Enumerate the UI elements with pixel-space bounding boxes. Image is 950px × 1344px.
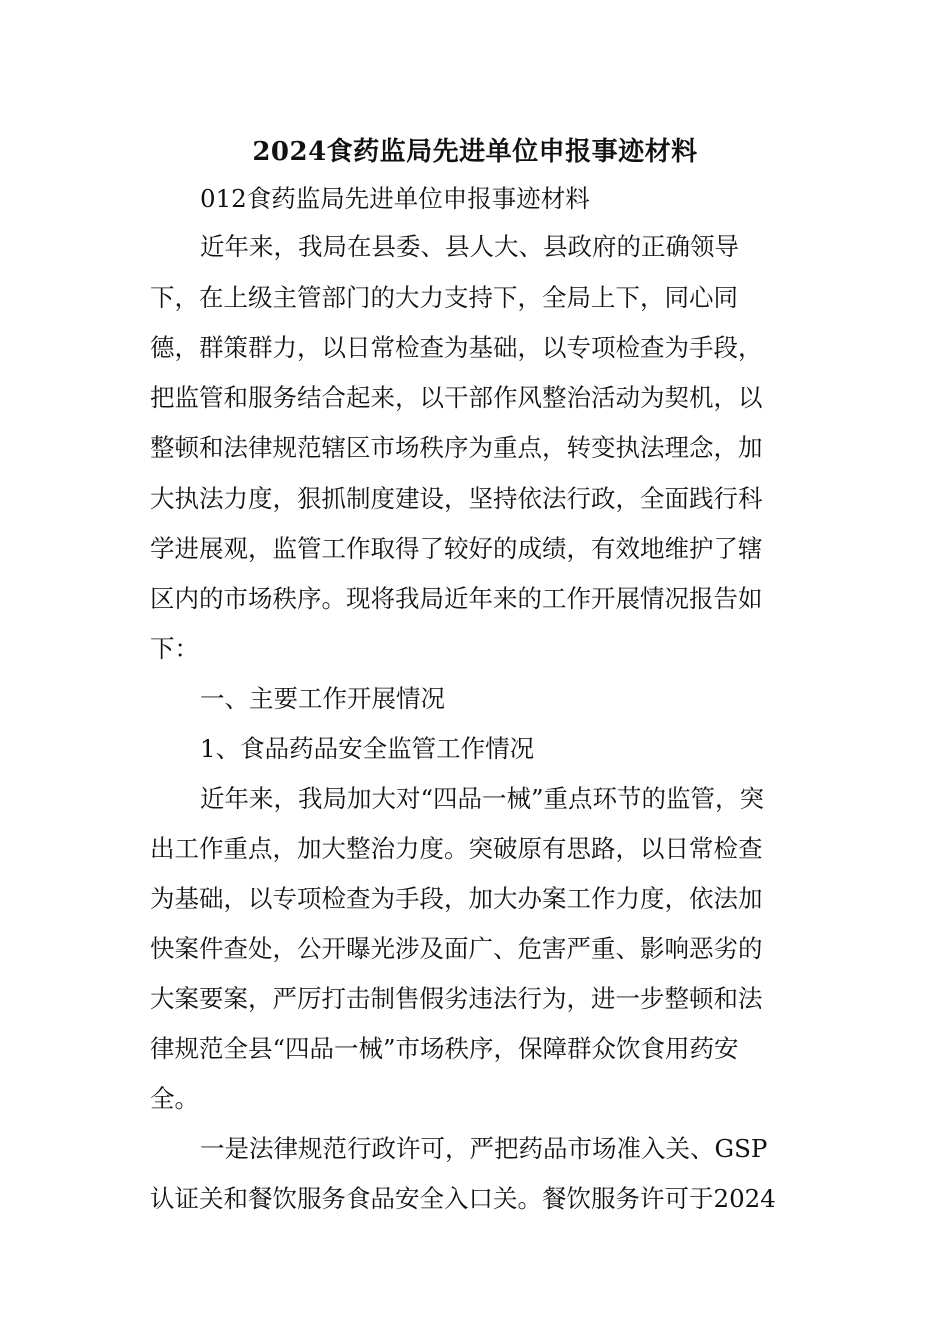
section-heading: 一、主要工作开展情况: [200, 684, 445, 713]
paragraph-line: 近年来，我局加大对“四品一械”重点环节的监管，突: [200, 784, 765, 813]
paragraph-line: 出工作重点，加大整治力度。突破原有思路，以日常检查: [150, 834, 763, 863]
paragraph-line: 为基础，以专项检查为手段，加大办案工作力度，依法加: [150, 884, 763, 913]
subsection-heading: 1、食品药品安全监管工作情况: [200, 734, 535, 763]
paragraph-line: 下，在上级主管部门的大力支持下，全局上下，同心同: [150, 283, 738, 312]
paragraph-line: 律规范全县“四品一械”市场秩序，保障群众饮食用药安: [150, 1034, 739, 1063]
paragraph-line: 学进展观，监管工作取得了较好的成绩，有效地维护了辖: [150, 534, 763, 563]
paragraph-line: 认证关和餐饮服务食品安全入口关。餐饮服务许可于2024: [150, 1184, 776, 1213]
paragraph-line: 一是法律规范行政许可，严把药品市场准入关、GSP: [200, 1134, 768, 1163]
paragraph-line: 大案要案，严厉打击制售假劣违法行为，进一步整顿和法: [150, 984, 763, 1013]
paragraph-line: 整顿和法律规范辖区市场秩序为重点，转变执法理念，加: [150, 433, 763, 462]
subtitle-line: 012食药监局先进单位申报事迹材料: [200, 184, 590, 213]
paragraph-line: 德，群策群力，以日常检查为基础，以专项检查为手段，: [150, 333, 763, 362]
paragraph-line: 快案件查处，公开曝光涉及面广、危害严重、影响恶劣的: [150, 934, 763, 963]
paragraph-line: 区内的市场秩序。现将我局近年来的工作开展情况报告如: [150, 584, 763, 613]
document-title: 2024食药监局先进单位申报事迹材料: [252, 137, 698, 167]
paragraph-line: 下：: [150, 634, 199, 663]
paragraph-line: 把监管和服务结合起来，以干部作风整治活动为契机，以: [150, 383, 763, 412]
paragraph-line: 近年来，我局在县委、县人大、县政府的正确领导: [200, 232, 739, 261]
paragraph-line: 全。: [150, 1084, 199, 1113]
paragraph-line: 大执法力度，狠抓制度建设，坚持依法行政，全面践行科: [150, 484, 763, 513]
